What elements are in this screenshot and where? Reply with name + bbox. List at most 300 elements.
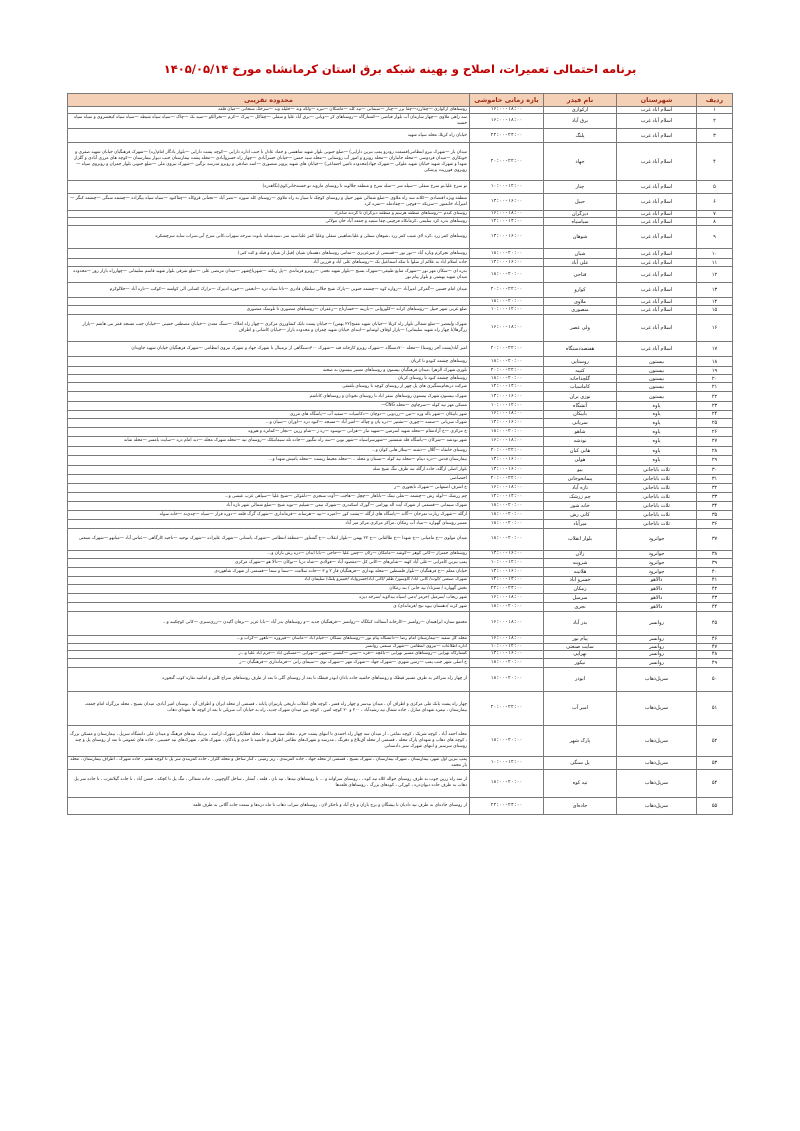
city-cell: پاوه xyxy=(617,402,697,411)
header-time: بازه زمانی خاموشی xyxy=(470,94,544,107)
city-cell: ثلاث باباجانی xyxy=(617,501,697,510)
city-cell: سرپل‌ذهاب xyxy=(617,756,697,769)
area-cell: خ اشرف اصفهانی —شهرک تایجوزی —ر xyxy=(68,483,470,492)
feeder-cell: نوزی بران xyxy=(544,392,617,402)
table-row xyxy=(68,756,733,769)
city-cell: اسلام آباد غرب xyxy=(617,298,697,306)
city-cell: بیستون xyxy=(617,392,697,402)
time-cell: ۱۸:۰۰-۲۰:۰۰ xyxy=(470,510,544,519)
feeder-cell: ابوذر xyxy=(544,667,617,691)
row-number: ۴۰ xyxy=(697,567,733,576)
row-number: ۱۹ xyxy=(697,367,733,375)
feeder-cell: کانی رش xyxy=(544,510,617,519)
feeder-cell: نیکور xyxy=(544,658,617,667)
time-cell: ۲۰:۰۰-۲۲:۰۰ xyxy=(470,367,544,375)
area-cell: خ اصلی شهر جنب پمپ —زمین شهری —شهرک جهاد —شهرک مهر —شهرک نوی —سیمای رانی —فرمانداری —فرهنگیان —ر xyxy=(68,658,470,667)
row-number: ۴۷ xyxy=(697,643,733,650)
city-cell: سرپل‌ذهاب xyxy=(617,725,697,756)
feeder-cell: هانی کبان xyxy=(544,446,617,455)
time-cell: ۱۴:۰۰-۱۶:۰۰ xyxy=(470,567,544,576)
table-row xyxy=(68,474,733,483)
city-cell: ثلاث باباجانی xyxy=(617,492,697,501)
city-cell: سرپل‌ذهاب xyxy=(617,667,697,691)
city-cell: اسلام آباد غرب xyxy=(617,249,697,259)
city-cell: پاوه xyxy=(617,455,697,465)
table-row xyxy=(68,114,733,129)
time-cell: ۱۶:۰۰-۱۸:۰۰ xyxy=(470,611,544,635)
feeder-cell: برق آباد xyxy=(544,114,617,129)
time-cell: ۱۸:۰۰-۲۰:۰۰ xyxy=(470,357,544,367)
feeder-cell: امیر آب xyxy=(544,691,617,725)
time-cell: ۱۲:۰۰-۱۴:۰۰ xyxy=(470,576,544,584)
area-cell: میدان بار —شهرک نیرو انتظامی(قسمت رودرو پمپ بنزین دارایی) —ضلع جنوبی بلوار شهید شاهسی و حماد عادل تا جنب اداره دارایی —کوچه پشت دارایی —بلوار یادگار امام(ره) —شهرک فرهنگیان خیابان شهید صفری و خونکاری —میدان فردوسی —محله جانبازان —محله روبرو و امور آب روستایی —محله سید حسن —خیابان حسرآبادی —چهار راه خسروآبادی —محله پشت بیمارستان جنب دیوار بیمارستان —کوچه های مرزی آبادی و گلزار شهدا و شهرک شهید خیابان شهید ملوکی —شهرک جهاد(محدوده تامین اجتماعی) —خیابان های شهید پرویز منصوری —اسد صادقی و روبرو مدرسه برگین —شهرک نیروی ملی —ضلع جنوبی بلوار جمران و روبروی سپاه —روبروی فورریت پزشکی xyxy=(68,143,470,181)
time-cell: ۱۰:۰۰-۱۲:۰۰ xyxy=(470,306,544,315)
row-number: ۵۲ xyxy=(697,725,733,756)
row-number: ۶ xyxy=(697,194,733,211)
area-cell: شهرک سیمانی —قسمتی از شهرک آیت اله بهرامی —گورک اسکندری —شهرک تیمن —شیلیم —توپه شیخ —ضلع شمالی شهر تازه آباد xyxy=(68,501,470,510)
area-cell: مسکن مهر تپه کوله —سرچاوی —محله CNG— xyxy=(68,402,470,411)
area-cell: شهرک سریانی —سسه —چوری —تشتپر —دره پان و چپاله —امیر آباد —مسجد —کبود دره —اوران —سپان و... xyxy=(68,418,470,427)
area-cell: بلوار اصلی ازگله، جاده ازگله تبه طرف تنگ شیخ سله xyxy=(68,465,470,474)
time-cell: ۱۴:۰۰-۱۶:۰۰ xyxy=(470,418,544,427)
feeder-cell: خانه شور xyxy=(544,501,617,510)
time-cell: ۲۰:۰۰-۲۲:۰۰ xyxy=(470,446,544,455)
city-cell: اسلام آباد غرب xyxy=(617,315,697,342)
row-number: ۱۶ xyxy=(697,315,733,342)
feeder-cell: منصوری xyxy=(544,306,617,315)
feeder-cell: نجری xyxy=(544,602,617,611)
time-cell: ۱۸:۰۰-۲۰:۰۰ xyxy=(470,725,544,756)
table-row xyxy=(68,427,733,436)
table-row xyxy=(68,375,733,383)
area-cell: روستاهای چشمه کبودو نا کریان xyxy=(68,357,470,367)
table-row xyxy=(68,584,733,593)
area-cell: از چهار راه سراکتر به طرف مسیر قیطک و روستاهای حاشیه جاده بادان ابوذر قیطک تا بعد از روستای گلی تا بعد از طرف روستاهای سراچ کلین و امامیه نقاره کوب گنجوره xyxy=(68,667,470,691)
row-number: ۸ xyxy=(697,218,733,226)
header-city: شهرستان xyxy=(617,94,697,107)
city-cell: اسلام آباد غرب xyxy=(617,143,697,181)
row-number: ۴۴ xyxy=(697,602,733,611)
feeder-cell: بدر آباد xyxy=(544,611,617,635)
area-cell: خیابان معلم —خ فرهنگیان —بلوار فلسطین —محله بهداری —فرهنگیان فاز ۲ و ۳ —جاده سلامت —سما و سما —قسمتی از شهرک شاهوردی xyxy=(68,567,470,576)
table-row xyxy=(68,455,733,465)
table-row xyxy=(68,315,733,342)
feeder-cell: خسرو آباد xyxy=(544,576,617,584)
city-cell: ثلاث باباجانی xyxy=(617,510,697,519)
row-number: ۴۳ xyxy=(697,593,733,602)
table-row xyxy=(68,611,733,635)
feeder-cell: چم زرشک xyxy=(544,492,617,501)
feeder-cell: سریانی xyxy=(544,418,617,427)
row-number: ۱۴ xyxy=(697,298,733,306)
area-cell: محله احمد آباد ، کوچه شریک ، کوچه نمامی ، از میدان سه چهار راه احمدی تا انتهای پشت حرم ، محله سید هسفاد ، محله قطایکی شهرک ارامنه ، نزدیک تپه‌های فرهنگ و میدان علی دانشگاه سرپل ، بیمارستان و مسکن بزرگ ، کوچه های ذهاب و شهدای پارک محله ، قسمتی از محله آق‌بلاغ و دهرنگ ، مدرسه و شهرک‌های نظامی اطراف و حاشیه تا حدی و پادگان ، شهرک قائم ، شهرک‌های تپه حسینی ، جاده های عمومی تا بعد از روستای پل و چند روستای سرسبز و انتهای شهرک سبز دادستانی xyxy=(68,725,470,756)
feeder-cell: علی آباد xyxy=(544,259,617,267)
area-cell: جاده اسلام اباد به علائم از سلوا تا تنکه اسماعیل بک —روستاهای علی اباد و فرزین آباد xyxy=(68,259,470,267)
row-number: ۳۸ xyxy=(697,550,733,558)
area-cell: محله گل سفید —بیمارستان امام رضا —دانشگاه پیام نور —روستاهای سنگان —خیام آباد —ماسان —فیروزه —ناهور —کراب و... xyxy=(68,635,470,643)
area-cell: میدان امام حسین —گمرکی امیرآباد —زواره کوه —چشمه جنوبی —پارک شیخ جلالی سلطان قادری —تاتا سیاه دره —انجمن —حوزه ادبیرک —نزارک کسانی الی کولسه —کوکب —تاره آباد —جلالوکرم xyxy=(68,283,470,298)
table-row xyxy=(68,567,733,576)
city-cell: جوانرود xyxy=(617,550,697,558)
feeder-cell: سایت صنعتی xyxy=(544,643,617,650)
time-cell: ۱۶:۰۰-۱۸:۰۰ xyxy=(470,211,544,218)
table-row xyxy=(68,392,733,402)
row-number: ۳۵ xyxy=(697,510,733,519)
row-number: ۲۵ xyxy=(697,418,733,427)
feeder-cell: شروینه xyxy=(544,558,617,567)
row-number: ۴۱ xyxy=(697,576,733,584)
time-cell: ۱۴:۰۰-۱۶:۰۰ xyxy=(470,194,544,211)
area-cell: مجتمع ستاره ابراهیمان —روانسر —کارخانه آسفالت کبکگاه —روانسر —فرهنگیان جدید —و روستاهای بدر آباد —بابا عزیز —برفان آکیدن —زری‌سبزی —کانی کوچکینه و... xyxy=(68,611,470,635)
city-cell: سرپل‌ذهاب xyxy=(617,797,697,814)
city-cell: روانسر xyxy=(617,635,697,643)
city-cell: دالاهو xyxy=(617,602,697,611)
row-number: ۲ xyxy=(697,114,733,129)
time-cell: ۲۰:۰۰-۲۲:۰۰ xyxy=(470,143,544,181)
area-cell: پمپ بنزین کامرانی —علی آباد کهنه —شابرهای —کانی کل —مقصود آباد —فولادی —شاه دریا —نوکان —دالا هو —شهرک مرکزی xyxy=(68,558,470,567)
city-cell: بیستون xyxy=(617,383,697,392)
time-cell: ۱۲:۰۰-۱۴:۰۰ xyxy=(470,383,544,392)
time-cell: ۱۸:۰۰-۲۰:۰۰ xyxy=(470,427,544,436)
feeder-cell: پل سنگی xyxy=(544,756,617,769)
table-row xyxy=(68,593,733,602)
row-number: ۳۴ xyxy=(697,501,733,510)
table-row xyxy=(68,602,733,611)
time-cell: ۱۰:۰۰-۱۲:۰۰ xyxy=(470,181,544,194)
feeder-cell: سیاسیاه xyxy=(544,218,617,226)
area-cell: شرکت درنجام‌سنگبری های پل چهر از روستای کوچه تا روستای بلفتقی xyxy=(68,383,470,392)
table-row xyxy=(68,797,733,814)
area-cell: روستاهای کمر زرد ،کزه لای شیب کمر زرد ،شوهان سفلی و علیا،شاهینی سفلی وعلیا کمر علیا،سیه سر ،سیه‌شبانه بانوت سرخه سهراب،کانی سرخ آبی،سراب سایه سرچشکره xyxy=(68,226,470,249)
feeder-cell: دیزگران xyxy=(544,211,617,218)
table-row xyxy=(68,510,733,519)
table-row xyxy=(68,107,733,114)
city-cell: پاوه xyxy=(617,411,697,418)
area-cell: روستاهای چشمه کبود تا روستای کریان xyxy=(68,375,470,383)
feeder-cell: هلاتینه xyxy=(544,567,617,576)
time-cell: ۱۶:۰۰-۱۸:۰۰ xyxy=(470,436,544,446)
row-number: ۴ xyxy=(697,143,733,181)
city-cell: اسلام آباد غرب xyxy=(617,218,697,226)
city-cell: اسلام آباد غرب xyxy=(617,306,697,315)
header-area: محدوده تقریبی xyxy=(68,94,470,107)
city-cell: ثلاث باباجانی xyxy=(617,474,697,483)
row-number: ۳۲ xyxy=(697,483,733,492)
feeder-cell: کاماسیاب xyxy=(544,383,617,392)
feeder-cell: چنار xyxy=(544,181,617,194)
row-number: ۱۵ xyxy=(697,306,733,315)
row-number: ۵۱ xyxy=(697,691,733,725)
row-number: ۴۵ xyxy=(697,611,733,635)
feeder-cell: شیان xyxy=(544,249,617,259)
city-cell: اسلام آباد غرب xyxy=(617,211,697,218)
city-cell: بیستون xyxy=(617,367,697,375)
area-cell: ضلع غربی شهر حبیل —روستاهای کرانه —کلوروانی —بارینه —خسارتاج —زعفران —روستاهای منصوری تا تلوسک منصوری xyxy=(68,306,470,315)
area-cell: بخش گهواره / منترناد/ تپه خانی / بند زمکان xyxy=(68,584,470,593)
row-number: ۳ xyxy=(697,129,733,143)
feeder-cell: سرمیل xyxy=(544,593,617,602)
city-cell: روانسر xyxy=(617,658,697,667)
header-row-number: ردیف xyxy=(697,94,733,107)
city-cell: اسلام آباد غرب xyxy=(617,283,697,298)
time-cell: ۱۸:۰۰-۲۰:۰۰ xyxy=(470,658,544,667)
city-cell: اسلام آباد غرب xyxy=(617,267,697,283)
table-row xyxy=(68,667,733,691)
area-cell: شهر ریجاب /سرمیل /حرمر /دمی /سیاه بیدلاویه /سرخه دیزه xyxy=(68,593,470,602)
area-cell: میدان مولوی —خ مامیانی —خ شهدا —خ طالقانی —خ ۲۲ بهمن —بلوار انقلاب —خ گشتاوز —منطقه انتظامی —شهرک باستانی —شهرک علیزاده —شهرک توحید —ناحیه کارگاهی —عباس آباد —میانهو —شهرک صنعتی xyxy=(68,528,470,550)
area-cell: خیابان راه کربلا، محله سپاه شهید xyxy=(68,129,470,143)
area-cell: از روستای جاده‌ای به طرف تپه دادیان تا بیشگان و برج بازان و تاج آباد و تاجکر لان ، روستاهای سراب ذهاب تا ماه دره‌ها و سمت جاده گلانی به طرف قلعه xyxy=(68,797,470,814)
row-number: ۱۷ xyxy=(697,342,733,357)
area-cell: ازگله —شهرک زیارت تمرخان —گانه —پاسگاه های ازگله —پشت کور —امیره —تپه —هرسانه —فرمانداری —شهرک گرگ قلعه —دوره فرار —سیاه —چدی‌نه —خانه سوله xyxy=(68,510,470,519)
time-cell: ۱۴:۰۰-۱۶:۰۰ xyxy=(470,259,544,267)
table-row xyxy=(68,501,733,510)
table-row xyxy=(68,259,733,267)
feeder-cell: میرآباد xyxy=(544,519,617,528)
table-row xyxy=(68,492,733,501)
row-number: ۳۶ xyxy=(697,519,733,528)
area-cell: تو سرخ علیا،تو سرخ سفلی —سیله سر —سله سرخ و منطقه جلالوند تا روستای ماروند تو خسته‌خانی‌کوی(نگاهدره) xyxy=(68,181,470,194)
time-cell: ۱۰:۰۰-۱۲:۰۰ xyxy=(470,643,544,650)
time-cell: ۱۴:۰۰-۱۶:۰۰ xyxy=(470,392,544,402)
city-cell: جوانرود xyxy=(617,528,697,550)
row-number: ۲۸ xyxy=(697,446,733,455)
table-row xyxy=(68,249,733,259)
city-cell: اسلام آباد غرب xyxy=(617,194,697,211)
table-row xyxy=(68,226,733,249)
time-cell: ۱۶:۰۰-۱۸:۰۰ xyxy=(470,315,544,342)
feeder-cell: روستایی xyxy=(544,357,617,367)
area-cell xyxy=(68,298,470,306)
row-number: ۱۲ xyxy=(697,267,733,283)
feeder-cell: جهاد xyxy=(544,143,617,181)
row-number: ۴۹ xyxy=(697,658,733,667)
outage-schedule-table xyxy=(67,93,733,815)
feeder-cell: کوارو xyxy=(544,283,617,298)
time-cell: ۲۰:۰۰-۲۲:۰۰ xyxy=(470,474,544,483)
row-number: ۴۲ xyxy=(697,584,733,593)
table-row xyxy=(68,465,733,474)
city-cell: دالاهو xyxy=(617,593,697,602)
area-cell: پمپ بنزین اول شهر، بیمارستان ، شهرک بیمارستان ، شهرک بسیج ، قسمتی از محله جهاد ، جاده کمربندی ، زیر زمینی ، کنار ساحل و محله گلزار ، جاده کمربندی سر پل تا کوچه هفتم ، جاده شهرک ، اطراف بیمارستان ، محله یار محمد xyxy=(68,756,470,769)
time-cell: ۱۲:۰۰-۱۴:۰۰ xyxy=(470,492,544,501)
area-cell: روستاهای بدره کرد سلیمی ،کرمانکاه فرچینی،چقا سفید و جمعه آباد خان مولائی xyxy=(68,218,470,226)
city-cell: ثلاث باباجانی xyxy=(617,483,697,492)
time-cell: ۱۸:۰۰-۲۰:۰۰ xyxy=(470,249,544,259)
city-cell: روانسر xyxy=(617,611,697,635)
feeder-cell: ارکوازی xyxy=(544,107,617,114)
row-number: ۳۱ xyxy=(697,474,733,483)
area-cell: کشتارگاه نهرآیی —روستاهای مسیر نهرآیی —باغچه —قره —تیس —گشتنر —شهر —نهرآیی —مسکین آباد —خرم آباد علیا و...ر xyxy=(68,650,470,658)
table-row xyxy=(68,411,733,418)
area-cell: از سه راه زرین جوب به طرف روستای حواله کلاه تپه کوه ، ، روستای سراوانه و ... تا روستاهای تپه‌ها ، تپه بان ، قلعه ، آبشار ، ساحل گاوچوبی ، جاده شمالی ، تنگ پل تا کچکه ، حسن آباد ، تا جاده گیلانغرب ، تا جاده سر پل ذهاب به طرف جاده دیوان‌دره ، کورکی ، کوه‌های بزرگ ، روستاهای قلعه‌ها xyxy=(68,769,470,797)
row-number: ۵۴ xyxy=(697,769,733,797)
time-cell: ۱۰:۰۰-۱۲:۰۰ xyxy=(470,558,544,567)
city-cell: سرپل‌ذهاب xyxy=(617,691,697,725)
city-cell: روانسر xyxy=(617,643,697,650)
feeder-cell: نهرآیی xyxy=(544,650,617,658)
feeder-cell: شوهان xyxy=(544,226,617,249)
table-row xyxy=(68,283,733,298)
time-cell: ۱۴:۰۰-۱۶:۰۰ xyxy=(470,550,544,558)
time-cell: ۱۸:۰۰-۲۰:۰۰ xyxy=(470,519,544,528)
row-number: ۲۳ xyxy=(697,402,733,411)
time-cell: ۲۲:۰۰-۲۴:۰۰ xyxy=(470,797,544,814)
row-number: ۵۳ xyxy=(697,756,733,769)
row-number: ۴۸ xyxy=(697,650,733,658)
row-number: ۲۲ xyxy=(697,392,733,402)
area-cell: بلوری،شهرک الزهرا ،میدان فرهنگیان بیستون و روستاهای مسیر بیستون به صحنه xyxy=(68,367,470,375)
table-row xyxy=(68,691,733,725)
feeder-cell: هولی xyxy=(544,455,617,465)
table-row xyxy=(68,211,733,218)
feeder-cell: حبیل xyxy=(544,194,617,211)
feeder-cell: بلوار انقلاب xyxy=(544,528,617,550)
area-cell: شهر نودشه —شرکان —پاسگاه قله شمشیر —شهرسراسیاه —شهر نوین —سه راه تنگیور —جاده تله سیماتیکک —روستای تپه —محله شهرک محله —دید امام دره —سایت بامسر —محله شانه xyxy=(68,436,470,446)
city-cell: اسلام آباد غرب xyxy=(617,114,697,129)
city-cell: اسلام آباد غرب xyxy=(617,181,697,194)
time-cell: ۱۶:۰۰-۱۸:۰۰ xyxy=(470,411,544,418)
time-cell: ۱۰:۰۰-۱۲:۰۰ xyxy=(470,402,544,411)
table-row xyxy=(68,418,733,427)
feeder-cell: پلنگ xyxy=(544,129,617,143)
area-cell: چم زرشک —لوله رش —چشمه —نعلی تیتک —باباهار —چچل —هاجب —آوت سنجری —دلقوکی —شیخ علیا —سپاهی غرب عیسی و... xyxy=(68,492,470,501)
city-cell: اسلام آباد غرب xyxy=(617,226,697,249)
row-number: ۵۵ xyxy=(697,797,733,814)
time-cell: ۱۴:۰۰-۱۶:۰۰ xyxy=(470,226,544,249)
table-row xyxy=(68,550,733,558)
city-cell: ثلاث باباجانی xyxy=(617,465,697,474)
row-number: ۲۱ xyxy=(697,383,733,392)
area-cell: منطقه ویژه اقتصادی —کلانه سه راه ملاوی —ضلع شمالی شهر حبیل و روستای کوچک تا سیار به راه ملاوی —روستای کله سوره —نصر آباد —تحتانی قروکاه —چقاکبود —سیاه سیاه بیگزاده —چشمه سنگی —چشمه کنگر —امیرآباد خانمنور —سریکه —فوچی —چقادمله —تمره کرد xyxy=(68,194,470,211)
feeder-cell: نودشه xyxy=(544,436,617,446)
time-cell: ۱۴:۰۰-۱۶:۰۰ xyxy=(470,465,544,474)
city-cell: جوانرود xyxy=(617,558,697,567)
table-row xyxy=(68,342,733,357)
feeder-cell: پارک شهر xyxy=(544,725,617,756)
row-number: ۲۹ xyxy=(697,455,733,465)
table-row xyxy=(68,650,733,658)
time-cell: ۱۶:۰۰-۱۸:۰۰ xyxy=(470,593,544,602)
city-cell: پاوه xyxy=(617,436,697,446)
table-header-row xyxy=(68,94,733,107)
row-number: ۱۸ xyxy=(697,357,733,367)
area-cell: شهرک صنعتی /کوت/ کانی آباد/ کاوسوز/ ظلم /کانی آباد/خسروآباد /خسرو پلنگ/ سلیمان آباد xyxy=(68,576,470,584)
area-cell: شهرک ولیعصر —ضلع شمالی بلوار راه کربلا —خیابان شهید مفتح(۲۲ بهمن) —خیابان پشت بانک کشاورزی مرکزی —چهار راه املاک —سنگ معدن —خیابان مصطفی خمینی —خیابان جنب مسجد قمر بنی هاشم —بازار زرگرها(تا چهار راه شهید سلیمانی) —بازار اوقاف لوشانو —ابتدای خیابان شهید چمران و محدوده بازار —خیابان کاشانی و اطراف xyxy=(68,315,470,342)
time-cell: ۱۶:۰۰-۱۸:۰۰ xyxy=(470,107,544,114)
table-row xyxy=(68,402,733,411)
area-cell: خ مرکزی —خ آزادمقام —محله شهید اسرمین —شهید تبار —هرانی —نوسود —ره ز —شام زرین —نجار —کماتره و هیروه xyxy=(68,427,470,436)
area-cell: مسیر روستای گهواره —بنیاد آب زمکان ،مراکز مرکزی مرکز میر آباد xyxy=(68,519,470,528)
time-cell: ۲۰:۰۰-۲۲:۰۰ xyxy=(470,283,544,298)
table-row xyxy=(68,357,733,367)
table-row xyxy=(68,129,733,143)
row-number: ۳۷ xyxy=(697,528,733,550)
feeder-cell: هفتصددستگاه xyxy=(544,342,617,357)
area-cell: اداره اطلاعات —نیروی انتظامی —شهرک صنعتی روانسر xyxy=(68,643,470,650)
feeder-cell: فتاحی xyxy=(544,267,617,283)
time-cell: ۱۶:۰۰-۱۸:۰۰ xyxy=(470,635,544,643)
time-cell: ۲۰:۰۰-۲۲:۰۰ xyxy=(470,342,544,357)
feeder-cell: زلان xyxy=(544,550,617,558)
time-cell: ۱۸:۰۰-۲۰:۰۰ xyxy=(470,769,544,797)
table-row xyxy=(68,446,733,455)
time-cell: ۲۲:۰۰-۲۴:۰۰ xyxy=(470,129,544,143)
table-row xyxy=(68,367,733,375)
feeder-cell: ملاوی xyxy=(544,298,617,306)
time-cell: ۱۸:۰۰-۲۰:۰۰ xyxy=(470,501,544,510)
table-row xyxy=(68,218,733,226)
area-cell: روستای خانقاه —گلال —ذشته —بیتلار هانی کوان و... xyxy=(68,446,470,455)
feeder-cell: زمکان xyxy=(544,584,617,593)
row-number: ۱۱ xyxy=(697,259,733,267)
table-row xyxy=(68,194,733,211)
time-cell: ۱۸:۰۰-۲۰:۰۰ xyxy=(470,267,544,283)
area-cell: امیر آباد(پشت آخر روستا) —محله ۷۰۰دستگاه —شهرک روبرو کارخانه قند —شهرک ۳۰۰دستگاهی از ترمینال تا شهرک جهاد و شهرک نیروی انتظامی —شهرک فرهنگیان خیابان شهید جاویدان xyxy=(68,342,470,357)
area-cell: چهار راه پشت بانک ملی مرکزی و اطراف آن ، میدان بیدسر و چهار راه قمیر ، کوچه های انقلاب تاریخی پارتیزان پایانه ، قسمتی از محله ایران و اطراف آن ، بوستان امیر آبادی، میدان بسیج ، محله بزرگراه امام جمعه، بیمارستان ، تیمره شهدای منازل ، جاده شمال تپه رشیدآباد ، ۲۰۰ و ۲۰ کوچه امین ، کوچه بین میدان شهرک جدید، راه به خیابان آب سرپلی تا بعد از کوچه ها شهدای ذهاب xyxy=(68,691,470,725)
row-number: ۵ xyxy=(697,181,733,194)
table-row xyxy=(68,181,733,194)
feeder-cell: شاهو xyxy=(544,427,617,436)
feeder-cell: گلچداخانه xyxy=(544,375,617,383)
table-row xyxy=(68,483,733,492)
row-number: ۳۹ xyxy=(697,558,733,567)
area-cell: سه راهی ملاوی —چهار سازمان آب بلوار فیاضی —کشتارگاه —روستاهای کر —ویانی —برق آباد علیا و سفلی —چقاکل —پیرک —کرم —تخرالکو —سید بک —چاک —سیاه سیاه شیطه —سیاه سیاه کیخسروی و سیاه سیاه خشید xyxy=(68,114,470,129)
table-row xyxy=(68,306,733,315)
time-cell: ۱۸:۰۰-۲۰:۰۰ xyxy=(470,602,544,611)
area-cell: روستاهای ارکوازی —چقازرد—چقا بزر —چنار —سیمانی —تپه کله —ماشکان —تیره —ولکه وند —جلیله وند —سرخک سنجابی —میان قلعه xyxy=(68,107,470,114)
time-cell: ۱۴:۰۰-۱۶:۰۰ xyxy=(470,650,544,658)
feeder-cell: بابیکان xyxy=(544,411,617,418)
header-feeder: نام فیدر xyxy=(544,94,617,107)
city-cell: بیستون xyxy=(617,375,697,383)
city-cell: پاوه xyxy=(617,446,697,455)
table-row xyxy=(68,519,733,528)
document-title: برنامه احتمالی تعمیرات، اصلاح و بهینه شبکه برق استان کرمانشاه مورخ ۱۴۰۵/۰۵/۱۴ xyxy=(163,62,637,76)
city-cell: اسلام آباد غرب xyxy=(617,342,697,357)
city-cell: سرپل‌ذهاب xyxy=(617,769,697,797)
city-cell: اسلام آباد غرب xyxy=(617,107,697,114)
table-row xyxy=(68,436,733,446)
row-number: ۷ xyxy=(697,211,733,218)
table-row xyxy=(68,576,733,584)
row-number: ۲۰ xyxy=(697,375,733,383)
row-number: ۳۰ xyxy=(697,465,733,474)
area-cell: روستای کندم —روستاهای منطقه هرسم و منطقه دیزگران تا گردنه شاه‌زاد xyxy=(68,211,470,218)
table-row xyxy=(68,143,733,181)
area-cell: اختصاصی xyxy=(68,474,470,483)
city-cell: اسلام آباد غرب xyxy=(617,129,697,143)
area-cell: روستاهای تجرکرم وتاره آباد —نور نور —قسمتی از میرعزیزی —تمامی روستاهای دهستان شیان (قبل از شیان و قبله و کت کتی) xyxy=(68,249,470,259)
city-cell: بیستون xyxy=(617,357,697,367)
feeder-cell: تپه کوه xyxy=(544,769,617,797)
table-row xyxy=(68,267,733,283)
feeder-cell: کتیبه xyxy=(544,367,617,375)
city-cell: دالاهو xyxy=(617,584,697,593)
area-cell: روستاهای جمنزار —کانی کوهر —کوشه —مامکان —زلان —چمن علیا —حاجی —بابا آیدان —دره رش باران و... xyxy=(68,550,470,558)
row-number: ۹ xyxy=(697,226,733,249)
city-cell: دالاهو xyxy=(617,576,697,584)
row-number: ۲۶ xyxy=(697,427,733,436)
area-cell: بیمارستان قدس —دره دینام —محله تپه کوله —بستان و محله ...—محله محیط زیست —محله یامیش شهدا و... xyxy=(68,455,470,465)
row-number: ۱ xyxy=(697,107,733,114)
city-cell: ثلاث باباجانی xyxy=(617,519,697,528)
feeder-cell: جاده‌ای xyxy=(544,797,617,814)
feeder-cell: بیو xyxy=(544,465,617,474)
time-cell: ۱۲:۰۰-۱۴:۰۰ xyxy=(470,218,544,226)
row-number: ۲۷ xyxy=(697,436,733,446)
city-cell: پاوه xyxy=(617,427,697,436)
